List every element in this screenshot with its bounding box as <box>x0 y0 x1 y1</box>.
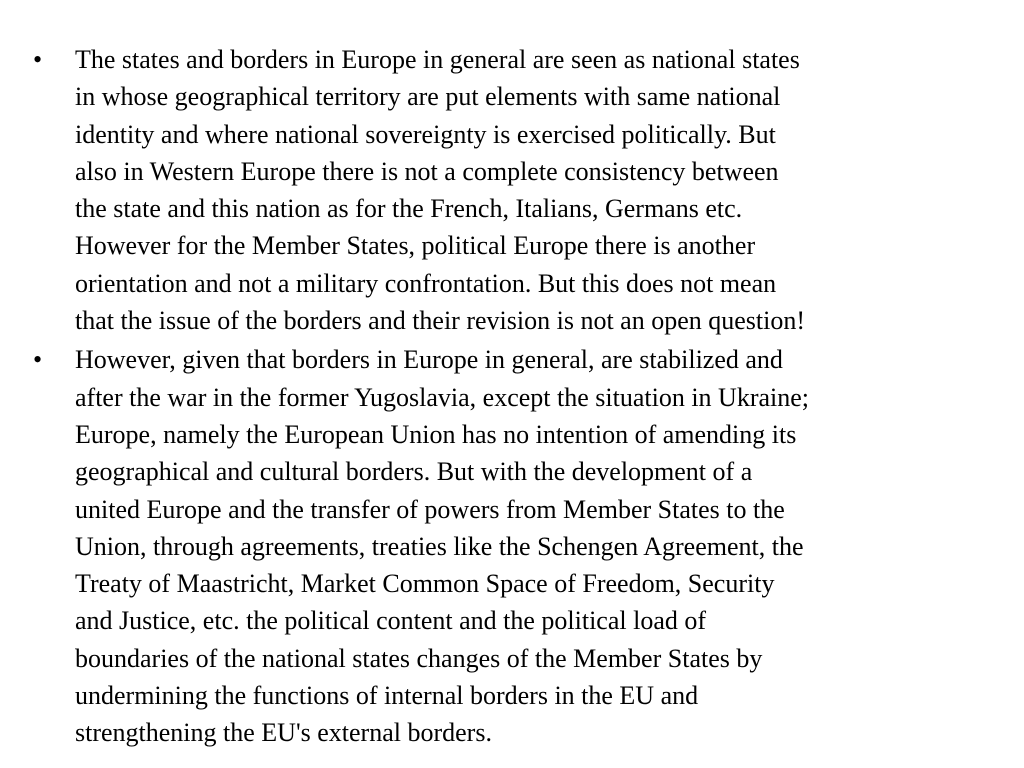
text-line: strengthening the EU's external borders. <box>75 718 492 748</box>
text-line: However for the Member States, political Europe there is another <box>75 231 756 261</box>
text-line: also in Western Europe there is not a complete consistency between <box>75 156 779 186</box>
text-line: Treaty of Maastricht, Market Common Space of Freedom, Security <box>75 569 775 599</box>
text-line: geographical and cultural borders. But with the development of a <box>75 457 753 487</box>
bullet-item <box>0 341 1024 751</box>
text-line: undermining the functions of internal borders in the EU and <box>75 681 699 711</box>
text-line: The states and borders in Europe in general are seen as national states <box>75 45 800 74</box>
bullet-marker: • <box>33 345 43 375</box>
text-line: in whose geographical territory are put elements with same national <box>75 82 781 112</box>
text-line: However, given that borders in Europe in general, are stabilized and <box>75 345 783 375</box>
bullet-list <box>0 41 1024 754</box>
text-line: boundaries of the national states changes of the Member States by <box>75 643 763 673</box>
text-line: orientation and not a military confrontation. But this does not mean <box>75 268 777 298</box>
text-line: Union, through agreements, treaties like the Schengen Agreement, the <box>75 531 804 561</box>
bullet-item <box>0 41 1024 339</box>
text-line: the state and this nation as for the French, Italians, Germans etc. <box>75 194 743 224</box>
text-line: and Justice, etc. the political content and the political load of <box>75 606 707 636</box>
text-line: identity and where national sovereignty is exercised politically. But <box>75 119 776 149</box>
text-line: Europe, namely the European Union has no intention of amending its <box>75 419 797 449</box>
text-line: that the issue of the borders and their revision is not an open question! <box>75 306 806 336</box>
text-line: united Europe and the transfer of powers from Member States to the <box>75 494 785 524</box>
text-line: after the war in the former Yugoslavia, except the situation in Ukraine; <box>75 382 810 412</box>
bullet-marker: • <box>33 45 43 74</box>
